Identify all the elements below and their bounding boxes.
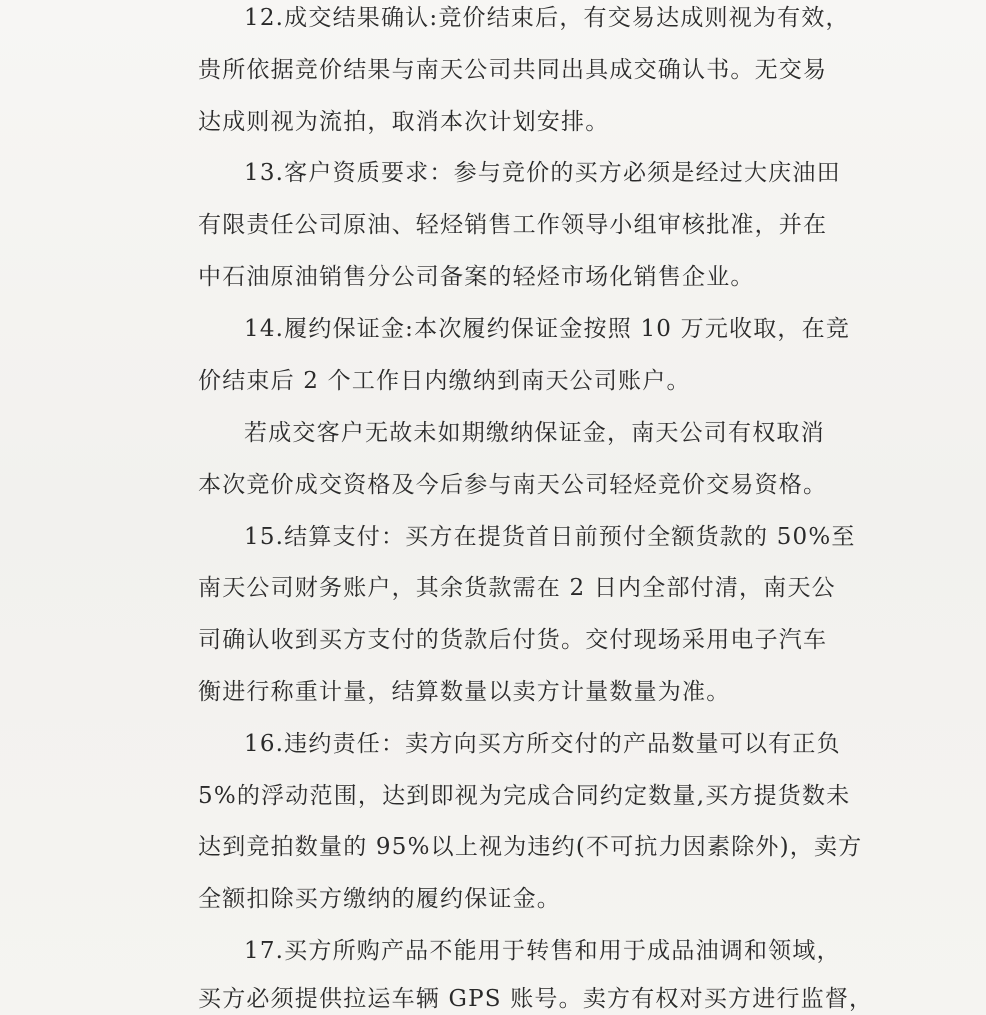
clause-17-line-2: 买方必须提供拉运车辆 GPS 账号。卖方有权对买方进行监督， bbox=[198, 986, 874, 1012]
clause-14-paragraph-2-line-1: 若成交客户无故未如期缴纳保证金，南天公司有权取消 bbox=[244, 420, 825, 446]
clause-16-line-1: 16.违约责任：卖方向买方所交付的产品数量可以有正负 bbox=[244, 731, 841, 757]
clause-14-line-1: 14.履约保证金:本次履约保证金按照 10 万元收取，在竞 bbox=[244, 316, 851, 342]
clause-15-line-3: 司确认收到买方支付的货款后付货。交付现场采用电子汽车 bbox=[198, 627, 828, 653]
clause-17-line-1: 17.买方所购产品不能用于转售和用于成品油调和领域， bbox=[244, 938, 841, 964]
clause-14-line-2: 价结束后 2 个工作日内缴纳到南天公司账户。 bbox=[198, 368, 691, 394]
clause-16-line-3: 达到竞拍数量的 95%以上视为违约(不可抗力因素除外)，卖方 bbox=[198, 834, 863, 860]
clause-15-line-2: 南天公司财务账户，其余货款需在 2 日内全部付清，南天公 bbox=[198, 575, 836, 601]
clause-16-line-2: 5%的浮动范围，达到即视为完成合同约定数量,买方提货数未 bbox=[198, 783, 851, 809]
clause-13-line-3: 中石油原油销售分公司备案的轻烃市场化销售企业。 bbox=[198, 264, 755, 290]
clause-12-line-2: 贵所依据竞价结果与南天公司共同出具成交确认书。无交易 bbox=[198, 57, 828, 83]
clause-13-line-2: 有限责任公司原油、轻烃销售工作领导小组审核批准，并在 bbox=[198, 212, 828, 238]
clause-15-line-4: 衡进行称重计量，结算数量以卖方计量数量为准。 bbox=[198, 679, 731, 705]
clause-12-line-3: 达成则视为流拍，取消本次计划安排。 bbox=[198, 109, 610, 135]
clause-16-line-4: 全额扣除买方缴纳的履约保证金。 bbox=[198, 886, 561, 912]
clause-15-line-1: 15.结算支付：买方在提货首日前预付全额货款的 50%至 bbox=[244, 524, 856, 550]
clause-12-line-1: 12.成交结果确认:竞价结束后，有交易达成则视为有效， bbox=[244, 5, 850, 31]
clause-14-paragraph-2-line-2: 本次竞价成交资格及今后参与南天公司轻烃竞价交易资格。 bbox=[198, 472, 828, 498]
clause-13-line-1: 13.客户资质要求：参与竞价的买方必须是经过大庆油田 bbox=[244, 160, 841, 186]
